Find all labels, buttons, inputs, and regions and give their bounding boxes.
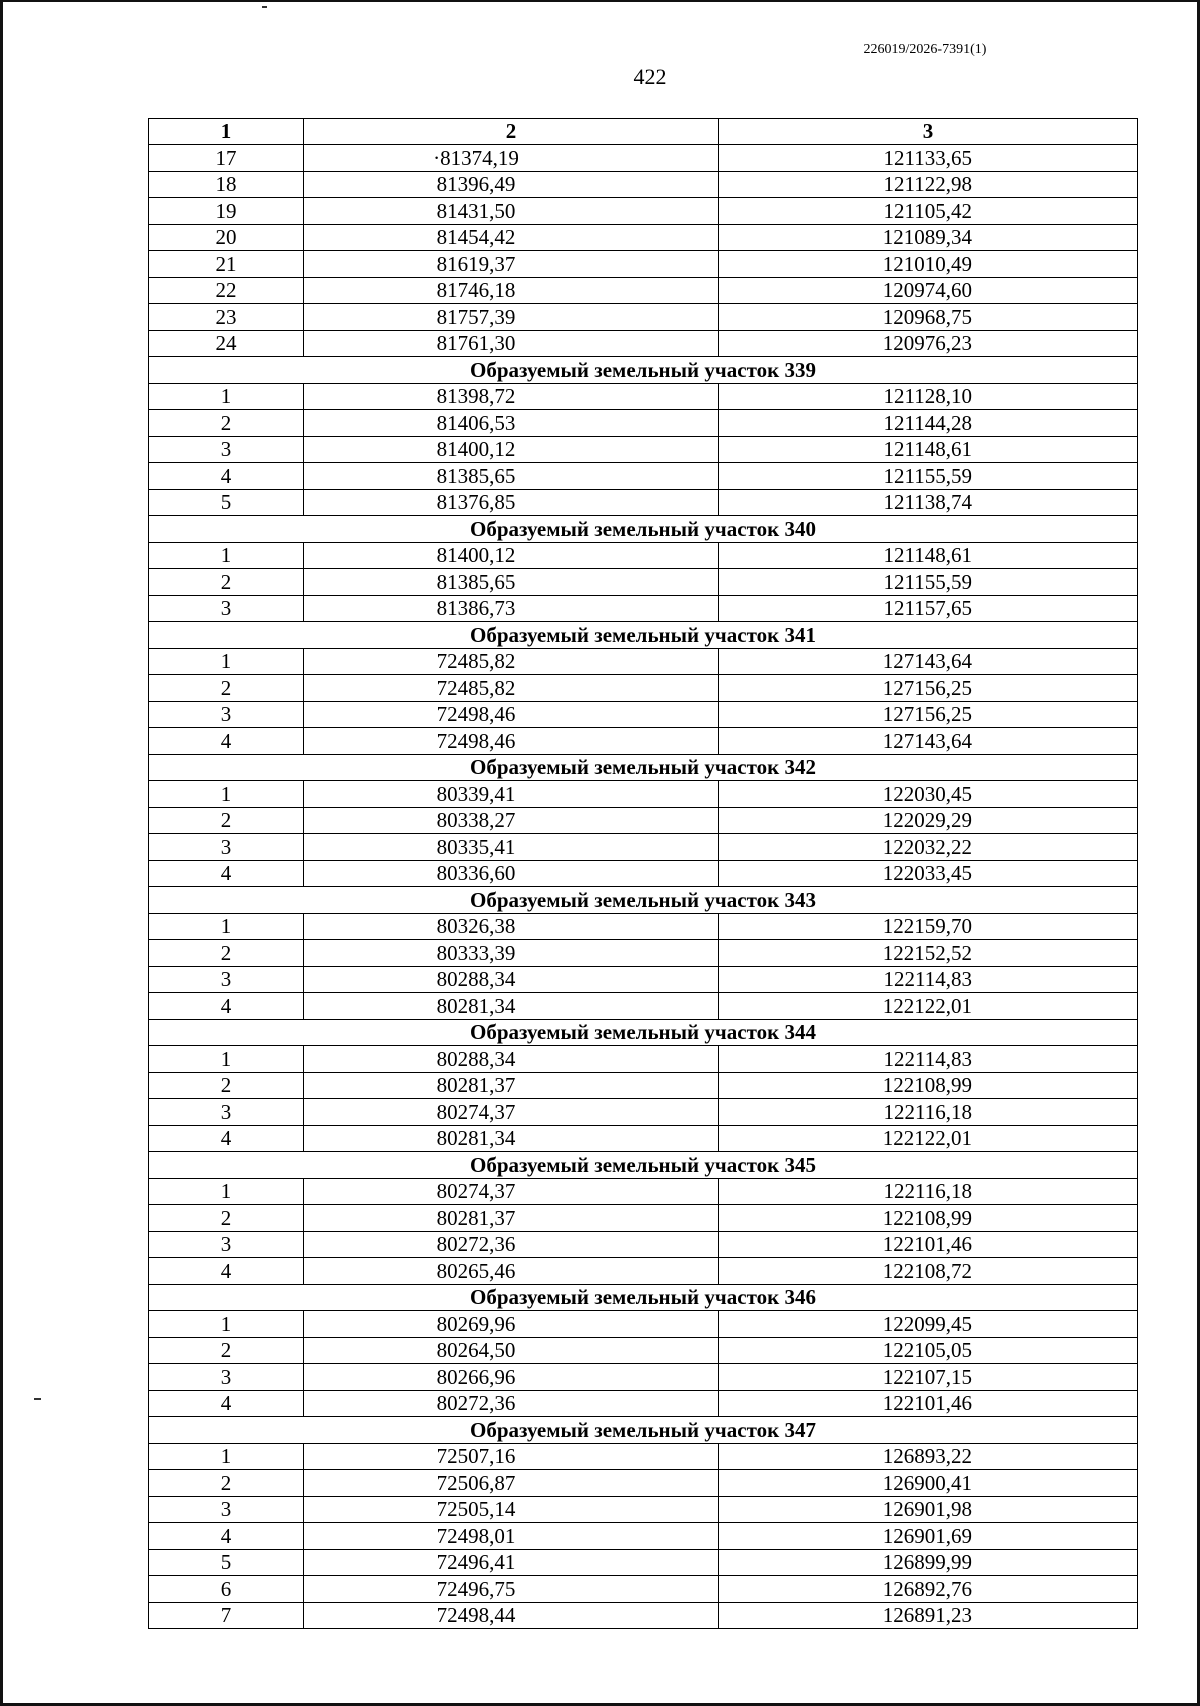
table-row (149, 940, 1138, 967)
table-row (149, 171, 1138, 198)
table-row (149, 1337, 1138, 1364)
column-header-point-number: 1 (149, 119, 304, 145)
scan-artifact (34, 1398, 41, 1400)
x-coordinate-cell: 72498,46 (304, 728, 719, 755)
table-row (149, 542, 1138, 569)
x-coordinate-cell: 72506,87 (304, 1470, 719, 1497)
y-coordinate-cell: 121148,61 (719, 436, 1138, 463)
table-row (149, 648, 1138, 675)
table-row (149, 1496, 1138, 1523)
table-row (149, 463, 1138, 490)
x-coordinate-cell: 80288,34 (304, 1046, 719, 1073)
x-coordinate-cell: 81406,53 (304, 410, 719, 437)
section-title: Образуемый земельный участок 346 (149, 1284, 1138, 1311)
section-title: Образуемый земельный участок 342 (149, 754, 1138, 781)
y-coordinate-cell: 122032,22 (719, 834, 1138, 861)
table-row (149, 993, 1138, 1020)
x-coordinate-cell: 81385,65 (304, 463, 719, 490)
point-number-cell: 3 (149, 595, 304, 622)
point-number-cell: 4 (149, 463, 304, 490)
point-number-cell: 2 (149, 1072, 304, 1099)
point-number-cell: 1 (149, 383, 304, 410)
x-coordinate-cell: 72505,14 (304, 1496, 719, 1523)
y-coordinate-cell: 122101,46 (719, 1390, 1138, 1417)
scan-artifact-top (262, 6, 267, 8)
y-coordinate-cell: 122107,15 (719, 1364, 1138, 1391)
y-coordinate-cell: 126899,99 (719, 1549, 1138, 1576)
x-coordinate-cell: 81757,39 (304, 304, 719, 331)
x-coordinate-cell: 80281,37 (304, 1205, 719, 1232)
scan-border-top (0, 0, 1200, 2)
point-number-cell: 5 (149, 1549, 304, 1576)
table-row (149, 1311, 1138, 1338)
table-row (149, 807, 1138, 834)
y-coordinate-cell: 122114,83 (719, 1046, 1138, 1073)
section-heading-row (149, 622, 1138, 649)
x-coordinate-cell: 80281,34 (304, 1125, 719, 1152)
table-row (149, 1099, 1138, 1126)
y-coordinate-cell: 121157,65 (719, 595, 1138, 622)
x-coordinate-cell: 80339,41 (304, 781, 719, 808)
section-heading-row (149, 1152, 1138, 1179)
scan-border-left (0, 0, 3, 1706)
x-coordinate-cell: 80335,41 (304, 834, 719, 861)
point-number-cell: 21 (149, 251, 304, 278)
x-coordinate-cell: 72498,01 (304, 1523, 719, 1550)
x-coordinate-cell: 80274,37 (304, 1099, 719, 1126)
point-number-cell: 3 (149, 1231, 304, 1258)
x-coordinate-cell: 80288,34 (304, 966, 719, 993)
x-coordinate-cell: 72485,82 (304, 648, 719, 675)
y-coordinate-cell: 121133,65 (719, 145, 1138, 172)
point-number-cell: 3 (149, 701, 304, 728)
point-number-cell: 1 (149, 1311, 304, 1338)
section-heading-row (149, 1284, 1138, 1311)
x-coordinate-cell: 80269,96 (304, 1311, 719, 1338)
y-coordinate-cell: 126901,98 (719, 1496, 1138, 1523)
x-coordinate-cell: 80333,39 (304, 940, 719, 967)
x-coordinate-cell: 80272,36 (304, 1390, 719, 1417)
point-number-cell: 2 (149, 940, 304, 967)
point-number-cell: 1 (149, 913, 304, 940)
table-row (149, 781, 1138, 808)
x-coordinate-cell: 81385,65 (304, 569, 719, 596)
x-coordinate-cell: ·81374,19 (304, 145, 719, 172)
point-number-cell: 2 (149, 1470, 304, 1497)
point-number-cell: 2 (149, 675, 304, 702)
x-coordinate-cell: 81386,73 (304, 595, 719, 622)
point-number-cell: 24 (149, 330, 304, 357)
x-coordinate-cell: 72507,16 (304, 1443, 719, 1470)
y-coordinate-cell: 122105,05 (719, 1337, 1138, 1364)
x-coordinate-cell: 81619,37 (304, 251, 719, 278)
section-title: Образуемый земельный участок 341 (149, 622, 1138, 649)
x-coordinate-cell: 81431,50 (304, 198, 719, 225)
table-row (149, 410, 1138, 437)
table-row (149, 383, 1138, 410)
point-number-cell: 5 (149, 489, 304, 516)
point-number-cell: 4 (149, 728, 304, 755)
point-number-cell: 17 (149, 145, 304, 172)
table-row (149, 913, 1138, 940)
point-number-cell: 2 (149, 569, 304, 596)
y-coordinate-cell: 122122,01 (719, 993, 1138, 1020)
point-number-cell: 3 (149, 834, 304, 861)
point-number-cell: 4 (149, 860, 304, 887)
table-row (149, 860, 1138, 887)
point-number-cell: 20 (149, 224, 304, 251)
y-coordinate-cell: 126891,23 (719, 1602, 1138, 1629)
x-coordinate-cell: 80281,37 (304, 1072, 719, 1099)
page-number: 422 (633, 64, 667, 89)
table-row (149, 675, 1138, 702)
y-coordinate-cell: 122114,83 (719, 966, 1138, 993)
x-coordinate-cell: 72496,75 (304, 1576, 719, 1603)
x-coordinate-cell: 81761,30 (304, 330, 719, 357)
y-coordinate-cell: 122033,45 (719, 860, 1138, 887)
document-number: 226019/2026-7391(1) (863, 42, 987, 57)
x-coordinate-cell: 81400,12 (304, 436, 719, 463)
y-coordinate-cell: 126900,41 (719, 1470, 1138, 1497)
column-header-x: 2 (304, 119, 719, 145)
y-coordinate-cell: 122152,52 (719, 940, 1138, 967)
x-coordinate-cell: 81398,72 (304, 383, 719, 410)
point-number-cell: 2 (149, 1205, 304, 1232)
y-coordinate-cell: 121128,10 (719, 383, 1138, 410)
table-row (149, 251, 1138, 278)
x-coordinate-cell: 72498,44 (304, 1602, 719, 1629)
x-coordinate-cell: 80326,38 (304, 913, 719, 940)
x-coordinate-cell: 80266,96 (304, 1364, 719, 1391)
y-coordinate-cell: 122101,46 (719, 1231, 1138, 1258)
point-number-cell: 4 (149, 1390, 304, 1417)
y-coordinate-cell: 127143,64 (719, 728, 1138, 755)
table-row (149, 1205, 1138, 1232)
point-number-cell: 2 (149, 807, 304, 834)
y-coordinate-cell: 121155,59 (719, 569, 1138, 596)
y-coordinate-cell: 121122,98 (719, 171, 1138, 198)
point-number-cell: 3 (149, 1099, 304, 1126)
y-coordinate-cell: 127143,64 (719, 648, 1138, 675)
table-row (149, 145, 1138, 172)
y-coordinate-cell: 122108,99 (719, 1072, 1138, 1099)
x-coordinate-cell: 72485,82 (304, 675, 719, 702)
x-coordinate-cell: 81746,18 (304, 277, 719, 304)
y-coordinate-cell: 122108,99 (719, 1205, 1138, 1232)
y-coordinate-cell: 122116,18 (719, 1178, 1138, 1205)
x-coordinate-cell: 80338,27 (304, 807, 719, 834)
y-coordinate-cell: 121144,28 (719, 410, 1138, 437)
x-coordinate-cell: 80336,60 (304, 860, 719, 887)
section-title: Образуемый земельный участок 339 (149, 357, 1138, 384)
table-header-row (149, 119, 1138, 145)
y-coordinate-cell: 122122,01 (719, 1125, 1138, 1152)
table-row (149, 436, 1138, 463)
table-row (149, 1072, 1138, 1099)
table-row (149, 1549, 1138, 1576)
table-row (149, 224, 1138, 251)
x-coordinate-cell: 80281,34 (304, 993, 719, 1020)
section-title: Образуемый земельный участок 343 (149, 887, 1138, 914)
y-coordinate-cell: 127156,25 (719, 701, 1138, 728)
table-row (149, 1125, 1138, 1152)
y-coordinate-cell: 122030,45 (719, 781, 1138, 808)
x-coordinate-cell: 81376,85 (304, 489, 719, 516)
point-number-cell: 2 (149, 410, 304, 437)
section-title: Образуемый земельный участок 347 (149, 1417, 1138, 1444)
y-coordinate-cell: 121010,49 (719, 251, 1138, 278)
point-number-cell: 7 (149, 1602, 304, 1629)
point-number-cell: 4 (149, 993, 304, 1020)
coordinates-table (148, 118, 1138, 1629)
y-coordinate-cell: 122159,70 (719, 913, 1138, 940)
y-coordinate-cell: 121148,61 (719, 542, 1138, 569)
column-header-y: 3 (719, 119, 1138, 145)
table-row (149, 1178, 1138, 1205)
table-row (149, 330, 1138, 357)
section-title: Образуемый земельный участок 345 (149, 1152, 1138, 1179)
section-heading-row (149, 754, 1138, 781)
table-row (149, 489, 1138, 516)
y-coordinate-cell: 120968,75 (719, 304, 1138, 331)
point-number-cell: 18 (149, 171, 304, 198)
x-coordinate-cell: 80272,36 (304, 1231, 719, 1258)
table-row (149, 1364, 1138, 1391)
y-coordinate-cell: 126893,22 (719, 1443, 1138, 1470)
y-coordinate-cell: 122099,45 (719, 1311, 1138, 1338)
point-number-cell: 4 (149, 1523, 304, 1550)
point-number-cell: 19 (149, 198, 304, 225)
table-body (149, 145, 1138, 1629)
point-number-cell: 22 (149, 277, 304, 304)
y-coordinate-cell: 122029,29 (719, 807, 1138, 834)
table-row (149, 1523, 1138, 1550)
y-coordinate-cell: 121089,34 (719, 224, 1138, 251)
x-coordinate-cell: 80265,46 (304, 1258, 719, 1285)
table-row (149, 1046, 1138, 1073)
point-number-cell: 3 (149, 966, 304, 993)
y-coordinate-cell: 122116,18 (719, 1099, 1138, 1126)
y-coordinate-cell: 121155,59 (719, 463, 1138, 490)
table-row (149, 1231, 1138, 1258)
x-coordinate-cell: 81454,42 (304, 224, 719, 251)
table-row (149, 595, 1138, 622)
table-row (149, 1470, 1138, 1497)
y-coordinate-cell: 120974,60 (719, 277, 1138, 304)
table-row (149, 1576, 1138, 1603)
point-number-cell: 3 (149, 1364, 304, 1391)
x-coordinate-cell: 80274,37 (304, 1178, 719, 1205)
point-number-cell: 1 (149, 781, 304, 808)
section-heading-row (149, 516, 1138, 543)
point-number-cell: 1 (149, 1046, 304, 1073)
y-coordinate-cell: 126892,76 (719, 1576, 1138, 1603)
point-number-cell: 3 (149, 436, 304, 463)
y-coordinate-cell: 121138,74 (719, 489, 1138, 516)
table-row (149, 1258, 1138, 1285)
section-heading-row (149, 887, 1138, 914)
table-row (149, 1443, 1138, 1470)
point-number-cell: 4 (149, 1125, 304, 1152)
section-heading-row (149, 1417, 1138, 1444)
point-number-cell: 23 (149, 304, 304, 331)
point-number-cell: 3 (149, 1496, 304, 1523)
point-number-cell: 1 (149, 1178, 304, 1205)
point-number-cell: 4 (149, 1258, 304, 1285)
x-coordinate-cell: 81396,49 (304, 171, 719, 198)
table-row (149, 277, 1138, 304)
y-coordinate-cell: 121105,42 (719, 198, 1138, 225)
x-coordinate-cell: 80264,50 (304, 1337, 719, 1364)
x-coordinate-cell: 72498,46 (304, 701, 719, 728)
table-row (149, 728, 1138, 755)
table-row (149, 701, 1138, 728)
x-coordinate-cell: 81400,12 (304, 542, 719, 569)
section-title: Образуемый земельный участок 340 (149, 516, 1138, 543)
point-number-cell: 6 (149, 1576, 304, 1603)
x-coordinate-cell: 72496,41 (304, 1549, 719, 1576)
section-heading-row (149, 357, 1138, 384)
table-row (149, 1390, 1138, 1417)
table-row (149, 304, 1138, 331)
table-row (149, 966, 1138, 993)
y-coordinate-cell: 120976,23 (719, 330, 1138, 357)
point-number-cell: 1 (149, 1443, 304, 1470)
y-coordinate-cell: 126901,69 (719, 1523, 1138, 1550)
point-number-cell: 2 (149, 1337, 304, 1364)
section-heading-row (149, 1019, 1138, 1046)
table-row (149, 834, 1138, 861)
point-number-cell: 1 (149, 542, 304, 569)
table-row (149, 198, 1138, 225)
table-row (149, 1602, 1138, 1629)
y-coordinate-cell: 122108,72 (719, 1258, 1138, 1285)
table-row (149, 569, 1138, 596)
y-coordinate-cell: 127156,25 (719, 675, 1138, 702)
point-number-cell: 1 (149, 648, 304, 675)
section-title: Образуемый земельный участок 344 (149, 1019, 1138, 1046)
